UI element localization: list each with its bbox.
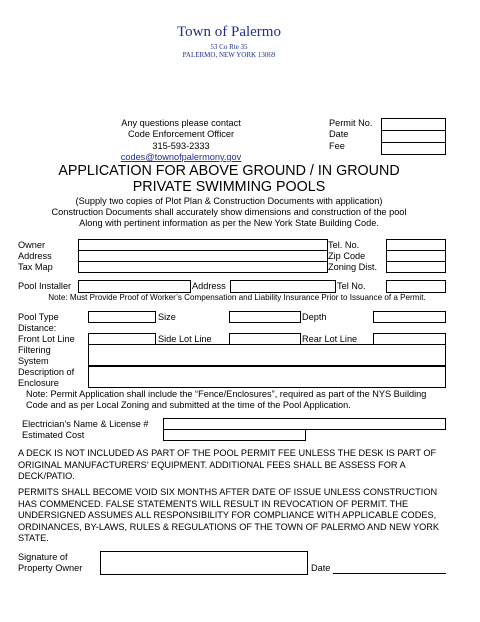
form-title-line1: APPLICATION FOR ABOVE GROUND / IN GROUND — [58, 163, 400, 179]
installer-field[interactable] — [78, 280, 191, 293]
enclosure-note-line2: Code and as per Local Zoning and submitted at the time of the Pool Application. — [26, 400, 351, 410]
size-field[interactable] — [229, 311, 301, 323]
instructions-line2: Construction Documents shall accurately show dimensions and construction of the pool — [51, 207, 407, 217]
installer-tel-label: Tel No. — [337, 281, 366, 291]
tax-map-label: Tax Map — [18, 262, 53, 272]
pool-type-field[interactable] — [88, 311, 156, 323]
electrician-label: Electrician’s Name & License # — [22, 419, 149, 429]
filtering-label-line2: System — [18, 356, 49, 366]
town-city: PALERMO, NEW YORK 13069 — [182, 51, 276, 59]
contact-phone: 315-593-2333 — [152, 141, 210, 151]
distance-label: Distance: — [18, 323, 57, 333]
estimated-cost-field[interactable] — [163, 429, 306, 441]
contact-line1: Any questions please contact — [121, 118, 241, 128]
date-label: Date — [329, 129, 349, 139]
contact-email-link[interactable]: codes@townofpalermony.gov — [120, 152, 242, 162]
side-lot-line-label: Side Lot Line — [158, 334, 212, 344]
estimated-cost-label: Estimated Cost — [22, 430, 85, 440]
town-street: 53 Co Rte 35 — [210, 43, 248, 51]
signature-label-line2: Property Owner — [18, 563, 83, 573]
fee-label: Fee — [329, 141, 345, 151]
void-notice: PERMITS SHALL BECOME VOID SIX MONTHS AFTER DATE OF ISSUE UNLESS CONSTRUCTION HAS COMMENCED. FALSE STATEMENTS WILL RESULT IN REVOCATION OF PERMIT. THE UNDERSIGNED ASSUMES ALL RESPONSIBILITY FOR COMPLIANCE WITH APPLICABLE CODES, ORDINANCES, BY-LAWS, RULES & REGULATIONS OF THE TOWN OF PALERMO AND NEW YORK STATE. — [18, 487, 439, 543]
signature-date-line[interactable] — [333, 573, 446, 574]
zoning-dist-field[interactable] — [386, 261, 446, 273]
form-title-line2: PRIVATE SWIMMING POOLS — [132, 179, 326, 195]
fee-field[interactable] — [381, 142, 446, 155]
contact-line2: Code Enforcement Officer — [127, 129, 235, 139]
rear-lot-line-label: Rear Lot Line — [302, 334, 358, 344]
pool-type-label: Pool Type — [18, 312, 59, 322]
enclosure-label-line2: Enclosure — [18, 378, 59, 388]
tax-map-field[interactable] — [78, 261, 328, 273]
owner-address-label: Address — [18, 251, 52, 261]
town-name: Town of Palermo — [177, 24, 281, 40]
permit-no-label: Permit No. — [329, 118, 373, 128]
zoning-dist-label: Zoning Dist. — [328, 262, 378, 272]
size-label: Size — [158, 312, 176, 322]
depth-label: Depth — [302, 312, 327, 322]
depth-field[interactable] — [373, 311, 446, 323]
filtering-label-line1: Filtering — [18, 345, 51, 355]
signature-field[interactable] — [100, 551, 308, 575]
signature-date-label: Date — [311, 563, 331, 573]
filtering-system-field[interactable] — [88, 344, 446, 366]
insurance-note: Note: Must Provide Proof of Worker’s Compensation and Liability Insurance Prior to Issuance of a Permit. — [48, 293, 426, 302]
instructions-line1: (Supply two copies of Plot Plan & Construction Documents with application) — [75, 196, 383, 206]
instructions-line3: Along with pertinent information as per the New York State Building Code. — [79, 218, 379, 228]
front-lot-line-label: Front Lot Line — [18, 334, 75, 344]
installer-address-field[interactable] — [230, 280, 336, 293]
signature-label-line1: Signature of — [18, 552, 68, 562]
enclosure-description-field[interactable] — [88, 366, 446, 388]
installer-tel-field[interactable] — [386, 280, 446, 293]
enclosure-note-line1: Note: Permit Application shall include the “Fence/Enclosures”, required as part of the NYS Building — [26, 389, 427, 399]
owner-tel-label: Tel. No. — [328, 240, 360, 250]
enclosure-label-line1: Description of — [18, 367, 75, 377]
owner-label: Owner — [18, 240, 46, 250]
installer-address-label: Address — [192, 281, 226, 291]
installer-label: Pool Installer — [18, 281, 72, 291]
deck-notice: A DECK IS NOT INCLUDED AS PART OF THE POOL PERMIT FEE UNLESS THE DESK IS PART OF ORIGINAL MANUFACTURERS’ EQUIPMENT. ADDITIONAL FEES SHALL BE ASSESS FOR A DECK/PATIO. — [18, 448, 437, 481]
zip-code-label: Zip Code — [328, 251, 366, 261]
